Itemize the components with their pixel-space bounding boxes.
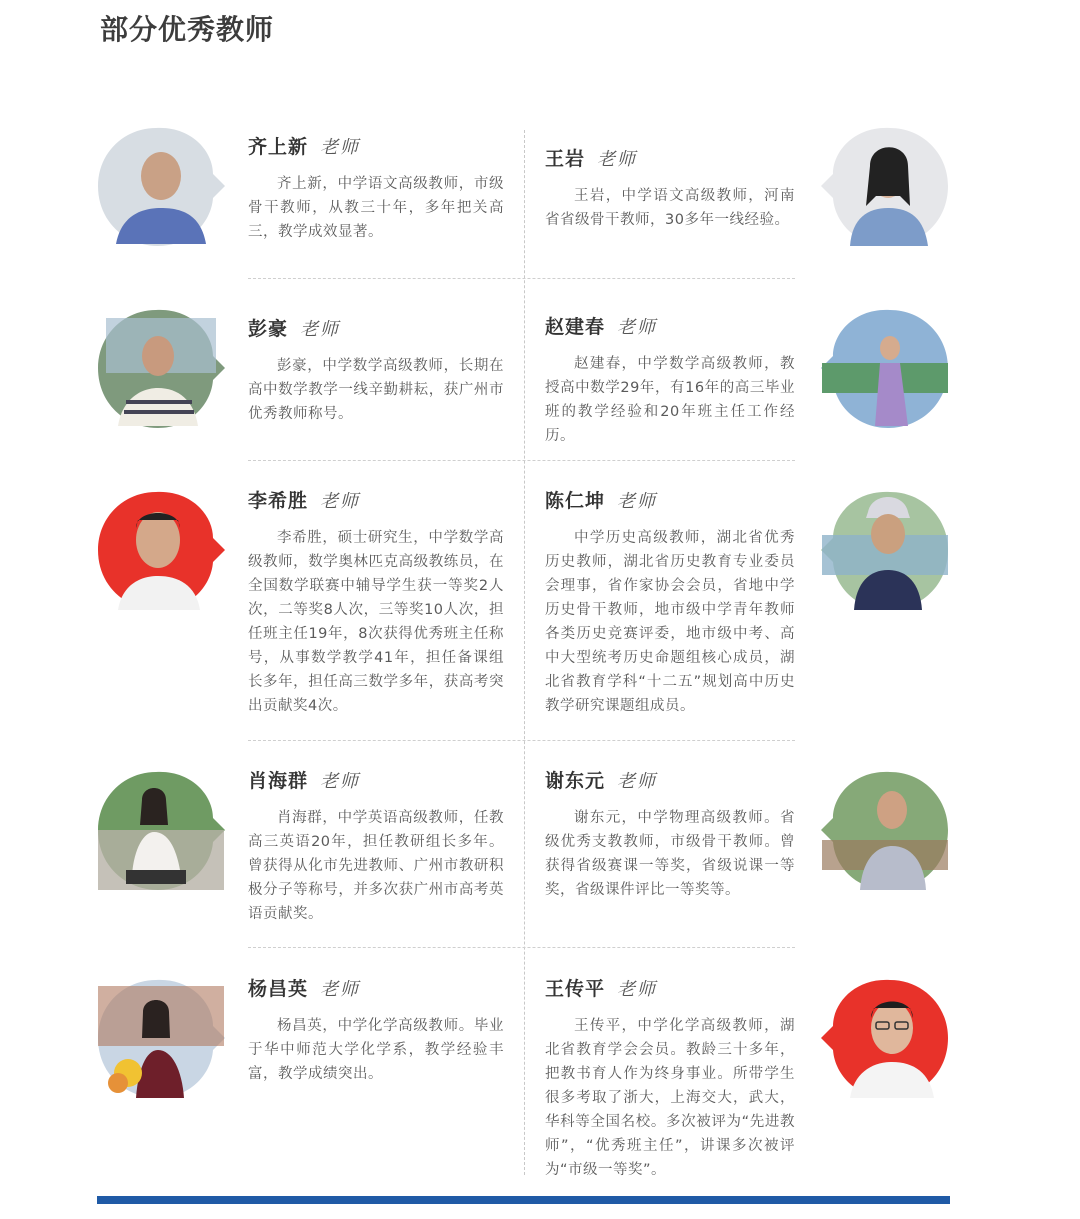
teacher-name: 陈仁坤	[545, 490, 606, 512]
teacher-honorific: 老师	[320, 491, 361, 512]
teacher-name: 杨昌英	[248, 978, 309, 1000]
teacher-photo	[96, 308, 226, 428]
teacher-name: 肖海群	[248, 770, 309, 792]
teacher-honorific: 老师	[617, 771, 658, 792]
teacher-photo	[96, 490, 226, 610]
teacher-name: 谢东元	[545, 770, 606, 792]
teacher-description: 谢东元，中学物理高级教师。省级优秀支教教师，市级骨干教师。曾获得省级赛课一等奖，省级说课一等奖，省级课件评比一等奖等。	[545, 810, 795, 898]
footer-accent-bar	[97, 1196, 950, 1204]
teacher-card	[545, 486, 795, 718]
teacher-card	[248, 486, 504, 718]
teacher-card	[248, 974, 504, 1086]
teacher-honorific: 老师	[320, 771, 361, 792]
teacher-card	[545, 766, 795, 902]
teacher-honorific: 老师	[617, 317, 658, 338]
teacher-photo	[820, 770, 950, 890]
teacher-honorific: 老师	[300, 319, 341, 340]
teacher-name: 齐上新	[248, 136, 309, 158]
teacher-description: 王岩，中学语文高级教师，河南省省级骨干教师，30多年一线经验。	[545, 188, 795, 228]
teacher-card	[545, 974, 795, 1182]
teacher-name: 彭豪	[248, 318, 289, 340]
row-divider	[248, 947, 795, 948]
teacher-photo	[820, 490, 950, 610]
teacher-description: 李希胜，硕士研究生，中学数学高级教师，数学奥林匹克高级教练员，在全国数学联赛中辅导学生获一等奖2人次，二等奖8人次，三等奖10人次，担任班主任19年，8次获得优秀班主任称号，从事数学教学41年，担任备课组长多年，担任高三数学多年，获高考突出贡献奖4次。	[248, 530, 504, 714]
teacher-card	[248, 132, 504, 244]
teacher-photo	[96, 770, 226, 890]
teacher-photo	[96, 978, 226, 1098]
teacher-description: 肖海群，中学英语高级教师，任教高三英语20年，担任教研组长多年。曾获得从化市先进教师、广州市教研积极分子等称号，并多次获广州市高考英语贡献奖。	[248, 810, 504, 922]
teacher-description: 彭豪，中学数学高级教师，长期在高中数学教学一线辛勤耕耘，获广州市优秀教师称号。	[248, 358, 504, 422]
page-title: 部分优秀教师	[100, 13, 275, 46]
teacher-description: 中学历史高级教师，湖北省优秀历史教师，湖北省历史教育专业委员会理事，省作家协会会员，省地中学历史骨干教师，地市级中学青年教师各类历史竞赛评委，地市级中考、高中大型统考历史命题组核心成员，湖北省教育学科“十二五”规划高中历史教学研究课题组成员。	[545, 530, 795, 714]
row-divider	[248, 278, 795, 279]
column-divider	[524, 130, 525, 1175]
teacher-honorific: 老师	[617, 979, 658, 1000]
teacher-photo	[820, 978, 950, 1098]
teacher-description: 王传平，中学化学高级教师，湖北省教育学会会员。教龄三十多年，把教书育人作为终身事业。所带学生很多考取了浙大，上海交大，武大，华科等全国名校。多次被评为“先进教师”，“优秀班主任”，讲课多次被评为“市级一等奖”。	[545, 1018, 795, 1178]
teacher-honorific: 老师	[320, 979, 361, 1000]
teacher-name: 王传平	[545, 978, 606, 1000]
teacher-photo	[820, 126, 950, 246]
teacher-honorific: 老师	[617, 491, 658, 512]
teacher-description: 齐上新，中学语文高级教师，市级骨干教师，从教三十年，多年把关高三，教学成效显著。	[248, 176, 504, 240]
teacher-card	[545, 144, 795, 232]
row-divider	[248, 460, 795, 461]
teacher-card	[545, 312, 795, 448]
teacher-name: 李希胜	[248, 490, 309, 512]
teacher-name: 赵建春	[545, 316, 606, 338]
teacher-description: 赵建春，中学数学高级教师，教授高中数学29年，有16年的高三毕业班的教学经验和20年班主任工作经历。	[545, 356, 795, 444]
teacher-description: 杨昌英，中学化学高级教师。毕业于华中师范大学化学系，教学经验丰富，教学成绩突出。	[248, 1018, 504, 1082]
teacher-card	[248, 766, 504, 926]
teacher-honorific: 老师	[320, 137, 361, 158]
teacher-photo	[820, 308, 950, 428]
row-divider	[248, 740, 795, 741]
teacher-card	[248, 314, 504, 426]
teacher-photo	[96, 126, 226, 246]
teacher-name: 王岩	[545, 148, 586, 170]
teacher-honorific: 老师	[597, 149, 638, 170]
